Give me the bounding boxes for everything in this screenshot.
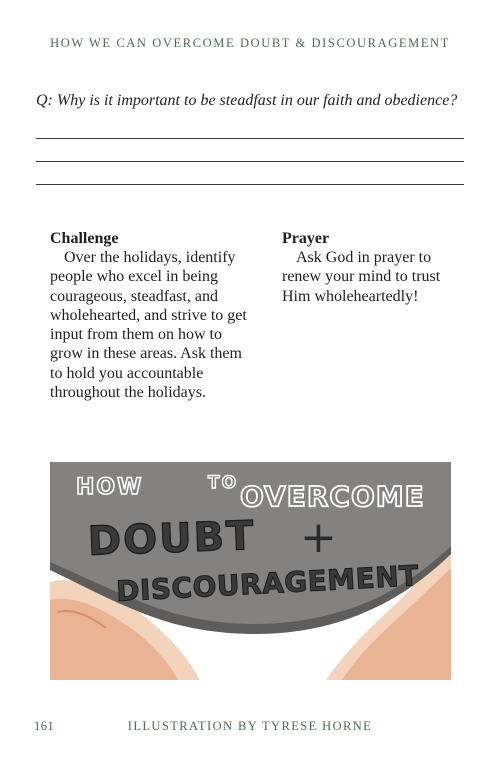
illustration-word-discouragement: DISCOURAGEMENT — [115, 559, 420, 608]
question-prompt: Q: Why is it important to be steadfast in our faith and obedience? — [36, 92, 458, 109]
prayer-heading: Prayer — [282, 230, 330, 247]
prayer-body: Ask God in prayer to renew your mind to trust Him wholeheartedly! — [282, 249, 441, 305]
illustration-credit: ILLUSTRATION BY TYRESE HORNE — [127, 719, 373, 733]
challenge-heading: Challenge — [50, 230, 119, 247]
illustration-word-doubt: DOUBT — [87, 513, 257, 565]
illustration — [50, 462, 451, 680]
challenge-body: Over the holidays, identify people who excel in being courageous, steadfast, and wholehearted, and strive to get input from them on how to grow in these areas. Ask them to hold you accountable throughout the holidays. — [50, 249, 247, 402]
challenge-section — [50, 229, 250, 402]
answer-line[interactable] — [36, 138, 464, 139]
illustration-word-overcome: OVERCOME — [240, 480, 425, 513]
prayer-section — [282, 229, 472, 306]
page-number: 161 — [34, 719, 55, 733]
answer-line[interactable] — [36, 161, 464, 162]
illustration-word-plus: + — [300, 512, 337, 563]
illustration-word-to: TO — [208, 473, 239, 493]
illustration-word-how: HOW — [76, 475, 144, 500]
illustration-artwork — [50, 462, 451, 680]
answer-line[interactable] — [36, 184, 464, 185]
running-header: HOW WE CAN OVERCOME DOUBT & DISCOURAGEMENT — [50, 36, 450, 50]
